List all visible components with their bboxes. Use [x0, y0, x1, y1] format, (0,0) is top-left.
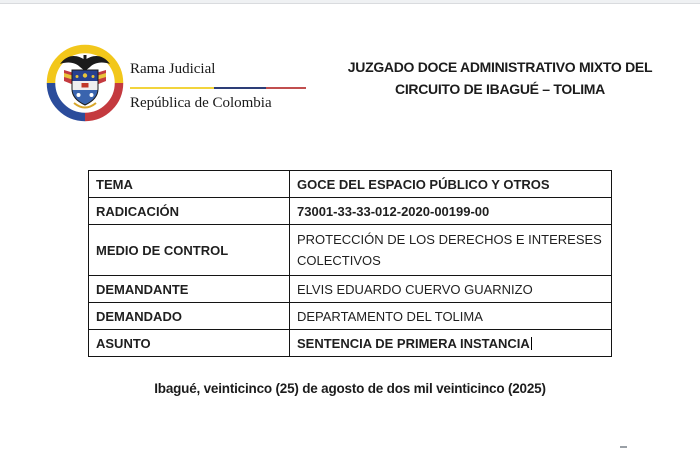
- court-title: [318, 56, 682, 100]
- table-row-asunto: [89, 330, 612, 357]
- court-title-line1: JUZGADO DOCE ADMINISTRATIVO MIXTO DEL: [347, 59, 653, 75]
- row-value-asunto[interactable]: [290, 330, 612, 357]
- row-label-demandante[interactable]: DEMANDANTE: [89, 276, 290, 303]
- row-label-medio-de-control[interactable]: MEDIO DE CONTROL: [89, 225, 290, 276]
- divider-red-segment: [266, 87, 306, 89]
- rama-judicial-logo: [44, 39, 126, 125]
- org-block: [130, 61, 306, 112]
- text-cursor: [531, 337, 533, 350]
- row-value-radicacion[interactable]: 73001-33-33-012-2020-00199-00: [290, 198, 612, 225]
- table-row-radicacion: [89, 198, 612, 225]
- row-value-demandante[interactable]: ELVIS EDUARDO CUERVO GUARNIZO: [290, 276, 612, 303]
- row-label-radicacion[interactable]: RADICACIÓN: [89, 198, 290, 225]
- tricolor-divider: [130, 87, 306, 89]
- table-row-demandante: [89, 276, 612, 303]
- table-row-demandado: [89, 303, 612, 330]
- date-line: Ibagué, veinticinco (25) de agosto de dos mil veinticinco (2025): [154, 381, 546, 396]
- case-info-table: [88, 170, 612, 357]
- court-title-line2: CIRCUITO DE IBAGUÉ – TOLIMA: [395, 81, 605, 97]
- scrollbar-fragment: [620, 446, 627, 448]
- row-value-demandado[interactable]: DEPARTAMENTO DEL TOLIMA: [290, 303, 612, 330]
- row-label-demandado[interactable]: DEMANDADO: [89, 303, 290, 330]
- row-label-tema[interactable]: TEMA: [89, 171, 290, 198]
- table-row-tema: [89, 171, 612, 198]
- divider-blue-segment: [214, 87, 265, 89]
- row-label-asunto[interactable]: ASUNTO: [89, 330, 290, 357]
- row-value-tema[interactable]: GOCE DEL ESPACIO PÚBLICO Y OTROS: [290, 171, 612, 198]
- divider-yellow-segment: [130, 87, 214, 89]
- table-row-medio-de-control: [89, 225, 612, 276]
- row-value-asunto-text: SENTENCIA DE PRIMERA INSTANCIA: [297, 335, 530, 351]
- window-top-edge: [0, 0, 700, 4]
- org-country: República de Colombia: [130, 95, 272, 111]
- org-name: Rama Judicial: [130, 61, 216, 77]
- colombia-coat-of-arms-icon: [44, 39, 126, 125]
- row-value-medio-de-control[interactable]: PROTECCIÓN DE LOS DERECHOS E INTERESES COLECTIVOS: [290, 225, 612, 276]
